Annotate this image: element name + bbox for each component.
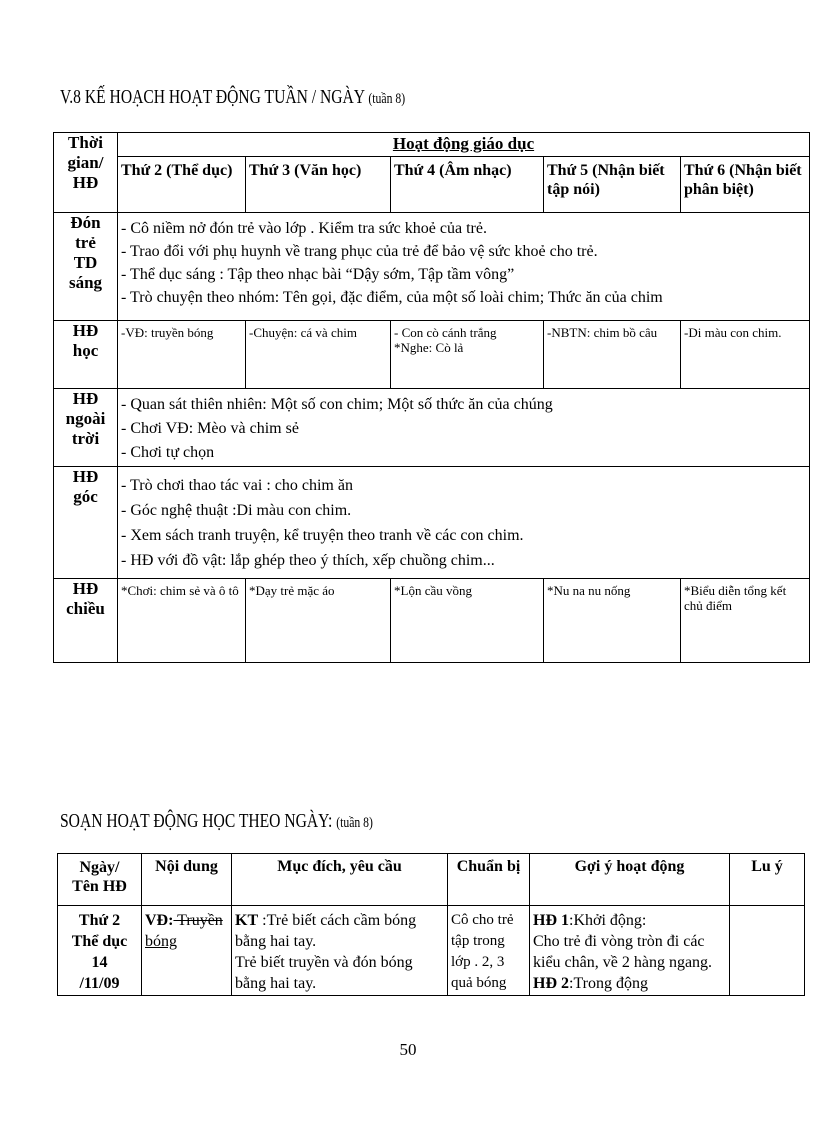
notes-cell: [730, 906, 805, 996]
plan-title-text: V.8 KẾ HOẠCH HOẠT ĐỘNG TUẦN / NGÀY: [60, 86, 365, 108]
row-label-hd-hoc: HĐ học: [54, 321, 118, 389]
daily-title-text: SOẠN HOẠT ĐỘNG HỌC THEO NGÀY:: [60, 810, 333, 832]
daily-title: [60, 810, 373, 833]
header-time-activity: Thời gian/ HĐ: [54, 133, 118, 213]
plan-title-note: (tuần 8): [368, 91, 406, 107]
date-cell: Thứ 2 Thể dục 14 /11/09: [58, 906, 142, 996]
col-header-content: Nội dung: [142, 854, 232, 906]
text-line: - Chơi VĐ: Mèo và chim sẻ: [121, 420, 299, 437]
col-header-activity-guide: Gợi ý hoạt động: [530, 854, 730, 906]
text-line: - Góc nghệ thuật :Di màu con chim.: [121, 502, 352, 519]
page-number: 50: [399, 1040, 417, 1059]
content-cell: VĐ: Truyền bóng: [142, 906, 232, 996]
header-day-mon: Thứ 2 (Thể dục): [118, 157, 246, 213]
goals-cell: KT :Trẻ biết cách cầm bóng bằng hai tay. Trẻ biết truyền và đón bóng bằng hai tay.: [232, 906, 448, 996]
text-line: - HĐ với đồ vật: lắp ghép theo ý thích, xếp chuồng chim...: [121, 552, 495, 569]
weekly-plan-table: [53, 132, 810, 663]
hd-chieu-thu: *Nu na nu nống: [544, 579, 681, 663]
header-education-activities: Hoạt động giáo dục: [118, 133, 810, 157]
col-header-date: Ngày/ Tên HĐ: [58, 854, 142, 906]
text-line: - Quan sát thiên nhiên: Một số con chim; Một số thức ăn của chúng: [121, 396, 553, 413]
hd-chieu-tue: *Dạy trẻ mặc áo: [246, 579, 391, 663]
header-day-wed: Thứ 4 (Âm nhạc): [391, 157, 544, 213]
hd-hoc-wed: [391, 321, 544, 389]
col-header-preparation: Chuẩn bị: [448, 854, 530, 906]
text-line: - Trò chuyện theo nhóm: Tên gọi, đặc điểm, của một số loài chim; Thức ăn của chim: [121, 289, 663, 306]
col-header-goals: Mục đích, yêu cầu: [232, 854, 448, 906]
plan-title: [60, 86, 405, 109]
hd-hoc-thu: -NBTN: chim bồ câu: [544, 321, 681, 389]
text-line: - Con cò cánh trắng: [394, 325, 497, 340]
hd-chieu-wed: *Lộn cầu vồng: [391, 579, 544, 663]
row-label-hd-ngoai-troi: HĐ ngoài trời: [54, 389, 118, 467]
daily-lesson-table: [57, 853, 805, 996]
text-line: - Xem sách tranh truyện, kể truyện theo tranh về các con chim.: [121, 527, 524, 544]
col-header-notes: Lu ý: [730, 854, 805, 906]
text-line: - Trao đổi với phụ huynh về trang phục của trẻ để bảo vệ sức khoẻ cho trẻ.: [121, 243, 598, 260]
text-line: - Cô niềm nở đón trẻ vào lớp . Kiểm tra sức khoẻ của trẻ.: [121, 220, 487, 237]
text-line: - Trò chơi thao tác vai : cho chim ăn: [121, 477, 353, 494]
hd-hoc-mon: -VĐ: truyền bóng: [118, 321, 246, 389]
hd-chieu-fri: *Biểu diễn tổng kết chủ điểm: [681, 579, 810, 663]
row-label-don-tre: Đón trẻ TD sáng: [54, 213, 118, 321]
preparation-cell: Cô cho trẻ tập trong lớp . 2, 3 quả bóng: [448, 906, 530, 996]
activity-guide-cell: HĐ 1:Khởi động: Cho trẻ đi vòng tròn đi các kiểu chân, về 2 hàng ngang. HĐ 2:Trong động: [530, 906, 730, 996]
text-line: - Chơi tự chọn: [121, 444, 215, 461]
hd-goc-content: [118, 467, 810, 579]
row-label-hd-chieu: HĐ chiều: [54, 579, 118, 663]
don-tre-content: [118, 213, 810, 321]
header-day-tue: Thứ 3 (Văn học): [246, 157, 391, 213]
text-line: *Nghe: Cò lả: [394, 340, 464, 355]
hd-hoc-fri: -Di màu con chim.: [681, 321, 810, 389]
row-label-hd-goc: HĐ góc: [54, 467, 118, 579]
hd-chieu-mon: *Chơi: chim sẻ và ô tô: [118, 579, 246, 663]
header-day-fri: Thứ 6 (Nhận biết phân biệt): [681, 157, 810, 213]
hd-ngoai-troi-content: [118, 389, 810, 467]
hd-hoc-tue: -Chuyện: cá và chim: [246, 321, 391, 389]
text-line: - Thể dục sáng : Tập theo nhạc bài “Dậy sớm, Tập tầm vông”: [121, 266, 515, 283]
daily-title-note: (tuần 8): [336, 815, 373, 831]
header-day-thu: Thứ 5 (Nhận biết tập nói): [544, 157, 681, 213]
